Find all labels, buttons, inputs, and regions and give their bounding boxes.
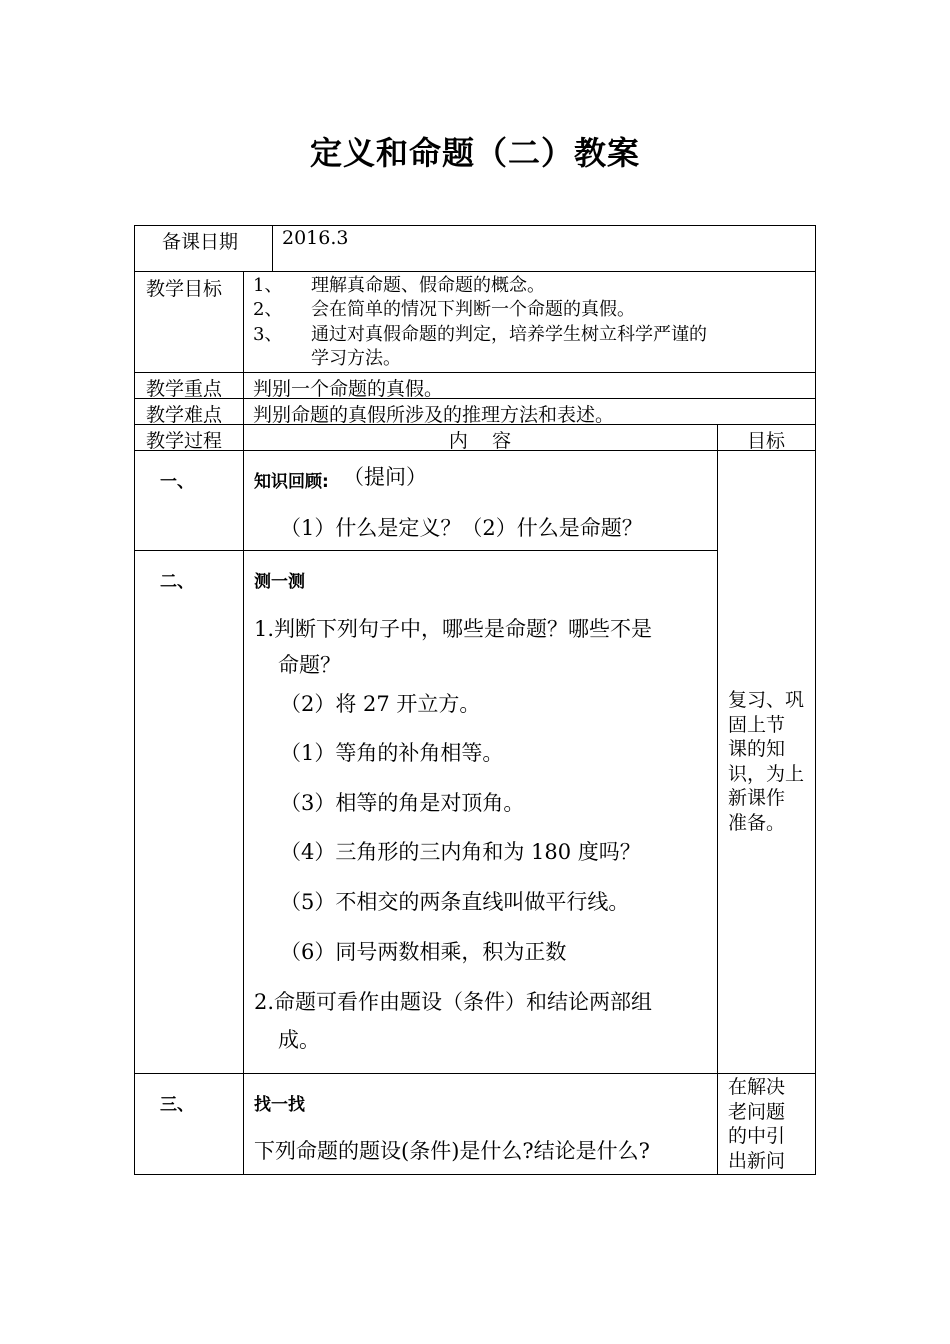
row-divider — [134, 271, 816, 272]
row-divider — [134, 372, 816, 373]
key-point-label: 教学重点 — [146, 378, 223, 400]
list-item: （3）相等的角是对顶角。 — [280, 791, 525, 815]
question-text-continued: 成。 — [278, 1028, 320, 1052]
row-divider — [134, 550, 718, 551]
process-label: 教学过程 — [146, 430, 223, 452]
column-divider — [243, 271, 244, 1175]
objective-text: 通过对真假命题的判定，培养学生树立科学严谨的 — [311, 324, 707, 345]
page-title: 定义和命题（二）教案 — [309, 134, 640, 172]
goal-line: 在解决 — [728, 1076, 786, 1098]
row-divider — [134, 1073, 816, 1074]
review-question: （1）什么是定义？（2）什么是命题？ — [280, 516, 643, 540]
list-item: （4）三角形的三内角和为 180 度吗？ — [280, 840, 641, 864]
goal-line: 固上节 — [728, 713, 786, 736]
goal-line: 课的知 — [728, 738, 786, 760]
question-text-continued: 命题？ — [278, 653, 341, 677]
table-border-right — [815, 225, 816, 1175]
objective-text: 会在简单的情况下判断一个命题的真假。 — [311, 299, 635, 320]
table-border-left — [134, 225, 135, 1175]
objective-text-continued: 学习方法。 — [311, 348, 401, 369]
key-point-value: 判别一个命题的真假。 — [253, 378, 444, 400]
section-heading: 找一找 — [254, 1095, 305, 1115]
section-number: 一、 — [160, 472, 194, 492]
list-item: （1）等角的补角相等。 — [280, 741, 504, 765]
section-heading-note: （提问） — [343, 465, 427, 489]
column-divider — [717, 424, 718, 1175]
list-item: （6）同号两数相乘，积为正数 — [280, 940, 567, 964]
objective-text: 理解真命题、假命题的概念。 — [311, 275, 545, 296]
question-text: 下列命题的题设(条件)是什么?结论是什么? — [254, 1139, 650, 1163]
section-heading: 测一测 — [254, 572, 305, 592]
date-label: 备课日期 — [162, 231, 239, 253]
column-divider — [272, 225, 273, 272]
goal-line: 准备。 — [728, 811, 786, 834]
goal-line: 出新问 — [728, 1149, 786, 1172]
question-text: 2.命题可看作由题设（条件）和结论两部组 — [254, 990, 653, 1014]
objectives-label: 教学目标 — [146, 278, 223, 300]
goal-line: 新课作 — [728, 787, 786, 809]
goal-line: 的中引 — [728, 1125, 786, 1147]
section-number: 三、 — [160, 1095, 194, 1115]
goal-line: 老问题 — [728, 1100, 786, 1123]
list-item: （5）不相交的两条直线叫做平行线。 — [280, 890, 630, 914]
row-divider — [134, 398, 816, 399]
objective-number: 3、 — [253, 324, 283, 345]
table-border-bottom — [134, 1174, 816, 1175]
question-text: 1.判断下列句子中，哪些是命题？哪些不是 — [254, 617, 653, 641]
objective-number: 2、 — [253, 299, 283, 320]
goal-line: 识，为上 — [728, 762, 805, 785]
goal-line: 复习、巩 — [728, 689, 805, 711]
section-heading: 知识回顾: — [254, 472, 329, 492]
difficulty-label: 教学难点 — [146, 404, 223, 426]
goal-header: 目标 — [746, 430, 785, 452]
goal-text — [728, 1075, 812, 1173]
difficulty-value: 判别命题的真假所涉及的推理方法和表述。 — [253, 404, 615, 426]
content-header: 内 容 — [448, 430, 512, 452]
table-border-top — [134, 225, 816, 226]
objective-number: 1、 — [253, 275, 283, 296]
date-value: 2016.3 — [282, 227, 349, 249]
section-number: 二、 — [160, 572, 194, 592]
goal-text — [728, 688, 812, 835]
list-item: （2）将 27 开立方。 — [280, 692, 481, 716]
